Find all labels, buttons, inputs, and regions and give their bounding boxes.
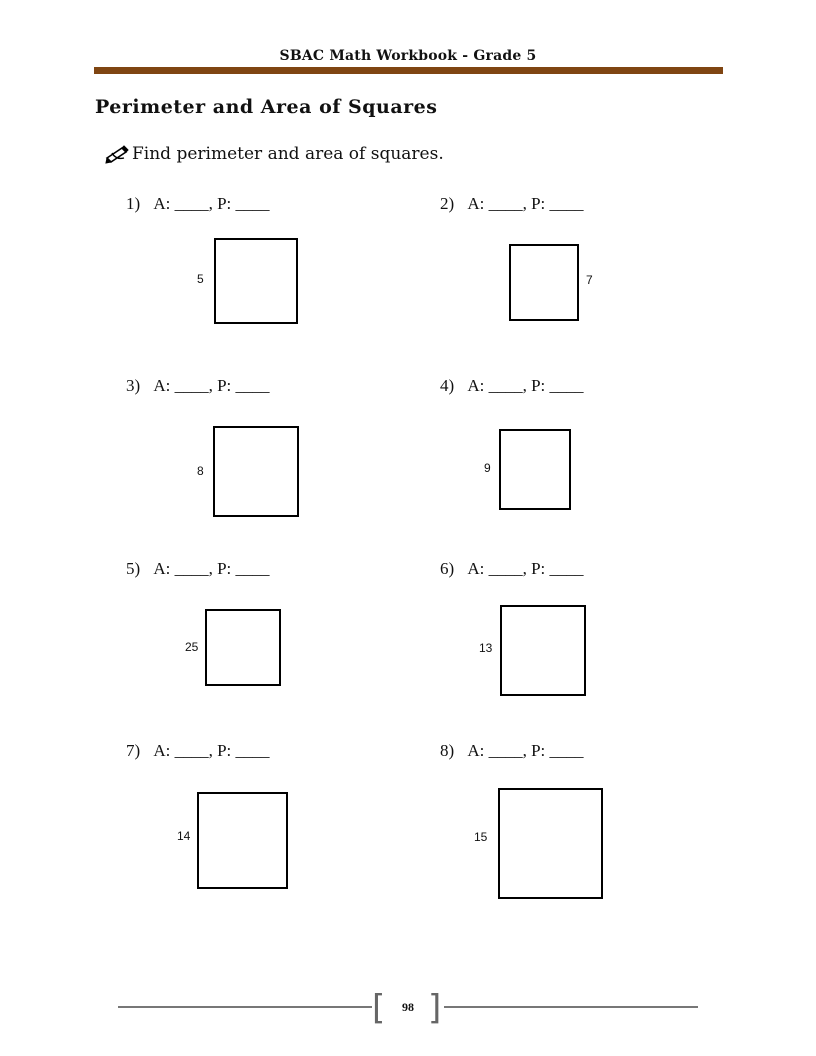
pencil-icon bbox=[104, 144, 130, 164]
header-title: SBAC Math Workbook - Grade 5 bbox=[279, 48, 537, 64]
problem-2 bbox=[440, 194, 584, 214]
problem-number: 5) bbox=[126, 559, 141, 578]
problem-number: 8) bbox=[440, 741, 455, 760]
problem-prompt: A: ____, P: ____ bbox=[467, 376, 584, 395]
problem-prompt: A: ____, P: ____ bbox=[153, 559, 270, 578]
side-length-label: 15 bbox=[474, 830, 488, 844]
problem-6 bbox=[440, 559, 584, 579]
problem-8 bbox=[440, 741, 584, 761]
square-figure bbox=[197, 792, 288, 889]
square-figure bbox=[205, 609, 281, 686]
problem-prompt: A: ____, P: ____ bbox=[153, 194, 270, 213]
instruction-text: Find perimeter and area of squares. bbox=[132, 144, 444, 164]
side-length-label: 5 bbox=[197, 272, 204, 286]
problem-number: 4) bbox=[440, 376, 455, 395]
square-figure bbox=[500, 605, 586, 696]
problem-number: 6) bbox=[440, 559, 455, 578]
square-figure bbox=[214, 238, 298, 324]
problem-number: 7) bbox=[126, 741, 141, 760]
side-length-label: 13 bbox=[479, 641, 493, 655]
footer-rule-right bbox=[444, 1006, 698, 1008]
problem-4 bbox=[440, 376, 584, 396]
square-figure bbox=[213, 426, 299, 517]
problem-prompt: A: ____, P: ____ bbox=[467, 559, 584, 578]
problem-1 bbox=[126, 194, 270, 214]
problem-number: 1) bbox=[126, 194, 141, 213]
problem-prompt: A: ____, P: ____ bbox=[467, 194, 584, 213]
side-length-label: 25 bbox=[185, 640, 199, 654]
side-length-label: 7 bbox=[586, 273, 593, 287]
square-figure bbox=[499, 429, 571, 510]
instruction bbox=[104, 144, 444, 164]
square-figure bbox=[509, 244, 579, 321]
side-length-label: 14 bbox=[177, 829, 191, 843]
problem-5 bbox=[126, 559, 270, 579]
section-title: Perimeter and Area of Squares bbox=[95, 96, 438, 118]
problem-3 bbox=[126, 376, 270, 396]
problem-number: 2) bbox=[440, 194, 455, 213]
problem-prompt: A: ____, P: ____ bbox=[153, 741, 270, 760]
footer-bracket-right: ] bbox=[428, 988, 442, 1028]
square-figure bbox=[498, 788, 603, 899]
problem-prompt: A: ____, P: ____ bbox=[153, 376, 270, 395]
header-rule bbox=[94, 67, 723, 74]
problem-number: 3) bbox=[126, 376, 141, 395]
side-length-label: 9 bbox=[484, 461, 491, 475]
footer-bracket-left: [ bbox=[372, 988, 386, 1028]
problem-prompt: A: ____, P: ____ bbox=[467, 741, 584, 760]
page-number: 98 bbox=[402, 1000, 414, 1014]
footer-rule-left bbox=[118, 1006, 372, 1008]
problem-7 bbox=[126, 741, 270, 761]
side-length-label: 8 bbox=[197, 464, 204, 478]
